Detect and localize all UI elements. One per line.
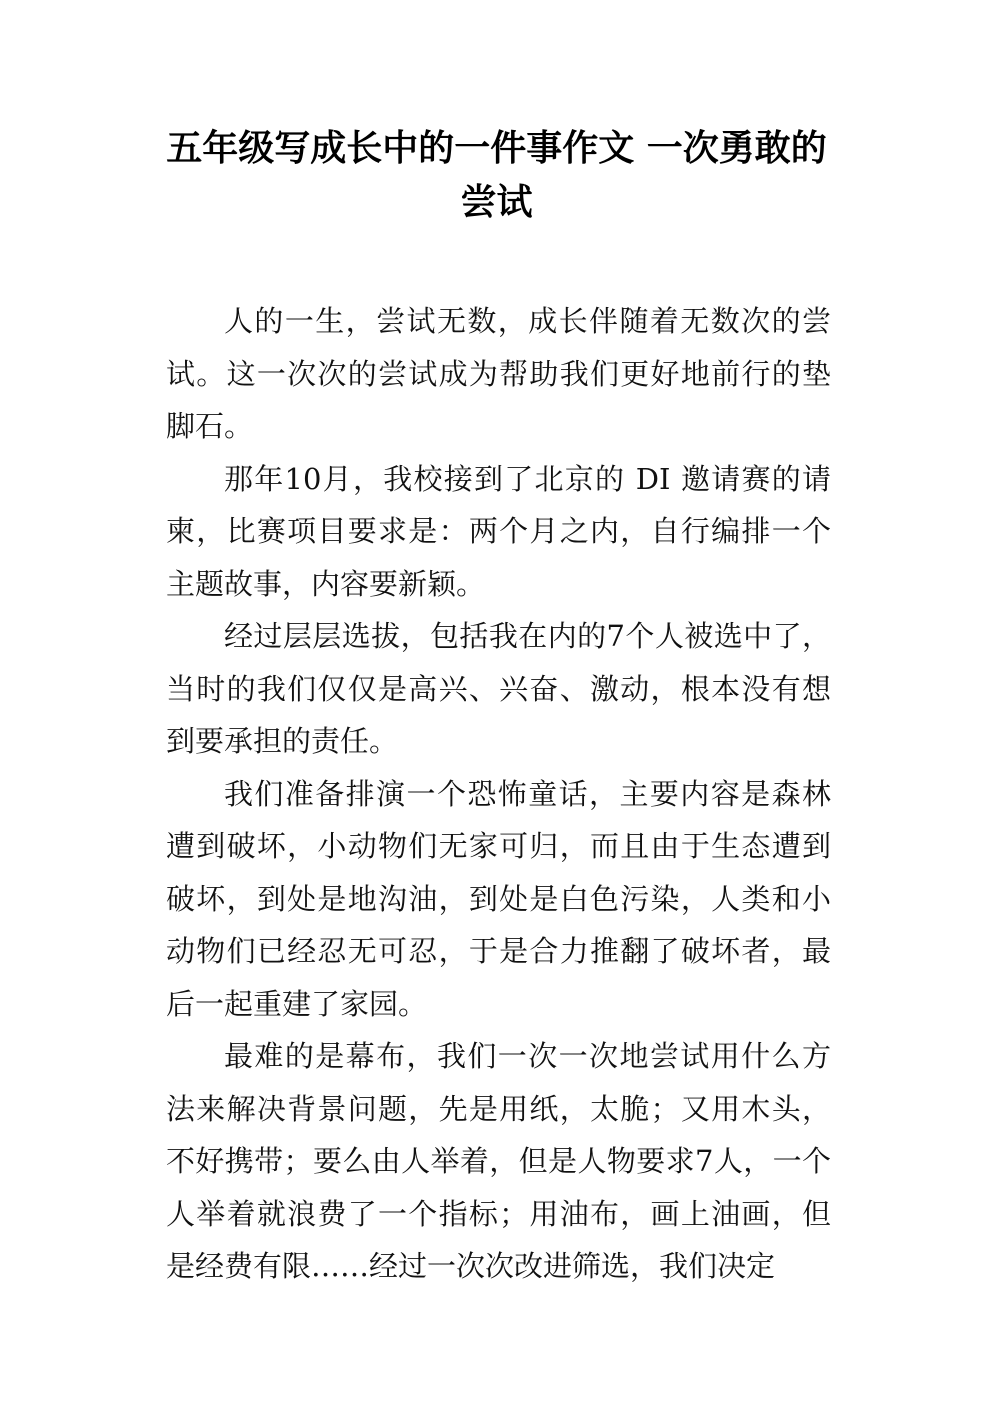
paragraph-4: 我们准备排演一个恐怖童话，主要内容是森林遭到破坏，小动物们无家可归，而且由于生态遭到破坏，到处是地沟油，到处是白色污染，人类和小动物们已经忍无可忍，于是合力推翻了破坏者，最后一起重建了家园。 [166,776,831,1021]
document-body [166,295,831,1293]
paragraph-1: 人的一生，尝试无数，成长伴随着无数次的尝试。这一次次的尝试成为帮助我们更好地前行的垫脚石。 [166,304,831,443]
document-title: 五年级写成长中的一件事作文 一次勇敢的尝试 [166,128,827,223]
paragraph-5: 最难的是幕布，我们一次一次地尝试用什么方法来解决背景问题，先是用纸，太脆；又用木头，不好携带；要么由人举着，但是人物要求7人，一个人举着就浪费了一个指标；用油布，画上油画，但是经费有限……经过一次次改进筛选，我们决定 [166,1039,831,1283]
paragraph-2: 那年10月，我校接到了北京的 DI 邀请赛的请柬，比赛项目要求是：两个月之内，自行编排一个主题故事，内容要新颖。 [166,461,831,601]
paragraph-3: 经过层层选拔，包括我在内的7个人被选中了，当时的我们仅仅是高兴、兴奋、激动，根本没有想到要承担的责任。 [166,619,831,758]
